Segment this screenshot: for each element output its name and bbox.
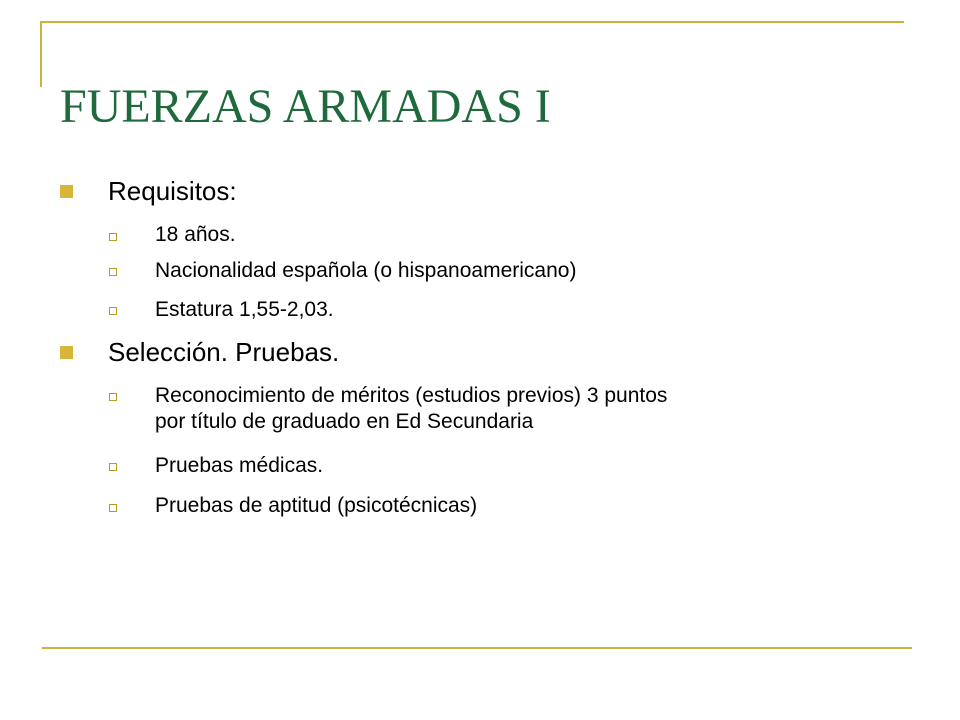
sub-bullet-square-icon [109, 504, 117, 512]
item-nationality: Nacionalidad española (o hispanoamericano) [155, 259, 577, 282]
item-merits-line1: Reconocimiento de méritos (estudios previos) 3 puntos [155, 384, 668, 407]
bullet-requisitos: Requisitos: [108, 176, 237, 206]
sub-bullet-square-icon [109, 393, 117, 401]
sub-bullet-square-icon [109, 307, 117, 315]
bullet-square-icon [60, 346, 73, 359]
sub-bullet-square-icon [109, 463, 117, 471]
item-merits-line2: por título de graduado en Ed Secundaria [155, 410, 534, 433]
bullet-square-icon [60, 185, 73, 198]
sub-bullet-square-icon [109, 268, 117, 276]
slide-title: FUERZAS ARMADAS I [60, 80, 551, 133]
bullet-seleccion: Selección. Pruebas. [108, 337, 340, 367]
top-rule [40, 21, 904, 23]
bottom-rule [42, 647, 912, 649]
left-rule [40, 21, 42, 87]
sub-bullet-square-icon [109, 233, 117, 241]
item-medical: Pruebas médicas. [155, 454, 324, 477]
item-height: Estatura 1,55-2,03. [155, 298, 334, 321]
item-aptitude: Pruebas de aptitud (psicotécnicas) [155, 494, 478, 517]
item-age: 18 años. [155, 223, 236, 246]
